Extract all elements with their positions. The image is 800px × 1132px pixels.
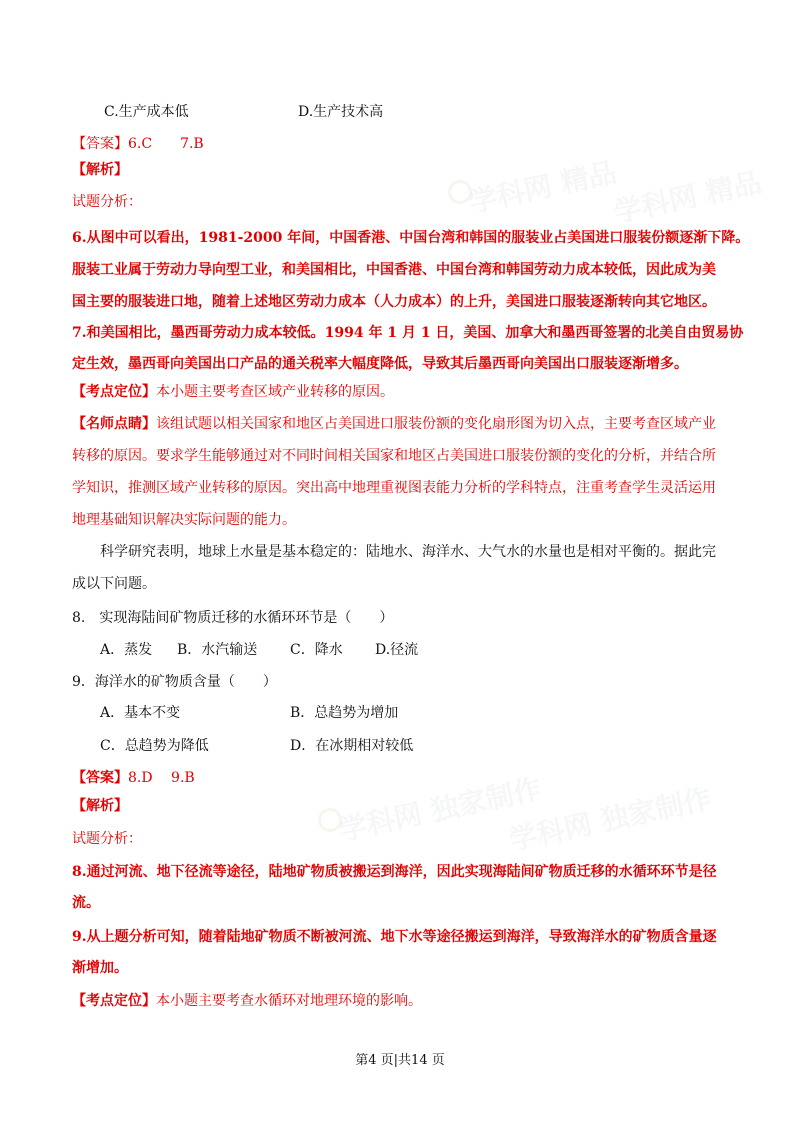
- teacher-note-line: 该组试题以相关国家和地区占美国进口服装份额的变化扇形图为切入点，主要考查区域产业: [156, 416, 716, 432]
- analysis-paragraph-line: 服装工业属于劳动力导向型工业，和美国相比，中国香港、中国台湾和韩国劳动力成本较低，因此成为美: [72, 262, 716, 278]
- analysis-paragraph-line: 8.通过河流、地下径流等途径，陆地矿物质被搬运到海洋，因此实现海陆间矿物质迁移的水循环环节是径: [72, 864, 717, 880]
- analysis-paragraph-line: 流。: [72, 895, 100, 911]
- analysis-paragraph-line: 7.和美国相比，墨西哥劳动力成本较低。1994 年 1 月 1 日，美国、加拿大和墨西哥签署的北美自由贸易协: [72, 325, 744, 341]
- analysis-label: 【解析】: [72, 162, 128, 178]
- teacher-note-block: [72, 414, 716, 434]
- analysis-paragraph-line: 定生效，墨西哥向美国出口产品的通关税率大幅度降低，导致其后墨西哥向美国出口服装逐渐增多。: [72, 356, 688, 372]
- answer-block: [72, 134, 204, 154]
- answer-value: 8.D 9.B: [128, 770, 195, 786]
- option-d: D.生产技术高: [298, 104, 384, 120]
- answer-block: [72, 768, 195, 788]
- question-9-option-b: B．总趋势为增加: [290, 705, 399, 721]
- option-c: C.生产成本低: [104, 104, 189, 120]
- focus-label: 【考点定位】: [72, 993, 156, 1009]
- analysis-paragraph-line: 渐增加。: [72, 960, 128, 976]
- analysis-subtitle: 试题分析：: [72, 831, 142, 847]
- answer-value: 6.C 7.B: [128, 136, 204, 152]
- question-8-option-a: A．蒸发: [100, 642, 153, 658]
- question-9-option-c: C．总趋势为降低: [100, 738, 209, 754]
- focus-block: [72, 382, 394, 402]
- analysis-paragraph-line: 9.从上题分析可知，随着陆地矿物质不断被河流、地下水等途径搬运到海洋，导致海洋水的矿物质含量逐: [72, 929, 717, 945]
- watermark-text: 学科网 独家制作: [336, 772, 545, 848]
- teacher-note-line: 转移的原因。要求学生能够通过对不同时间相关国家和地区占美国进口服装份额的变化的分析，并结合所: [72, 448, 716, 464]
- question-9-option-a: A．基本不变: [100, 705, 181, 721]
- teacher-note-line: 学知识，推测区域产业转移的原因。突出高中地理重视图表能力分析的学科特点，注重考查学生灵活运用: [72, 480, 716, 496]
- teacher-note-line: 地理基础知识解决实际问题的能力。: [72, 512, 296, 528]
- intro-line: 成以下问题。: [72, 576, 156, 592]
- watermark-text: 学科网 精品: [611, 165, 765, 230]
- intro-line: 科学研究表明，地球上水量是基本稳定的：陆地水、海洋水、大气水的水量也是相对平衡的。据此完: [100, 544, 716, 560]
- question-8-stem: 8. 实现海陆间矿物质迁移的水循环环节是（ ）: [72, 610, 394, 626]
- focus-text: 本小题主要考查区域产业转移的原因。: [156, 384, 394, 400]
- question-8-option-d: D.径流: [375, 642, 419, 658]
- question-8-option-c: C．降水: [290, 642, 343, 658]
- analysis-paragraph-line: 6.从图中可以看出，1981-2000 年间，中国香港、中国台湾和韩国的服装业占美国进口服装份额逐渐下降。: [72, 230, 750, 246]
- analysis-subtitle: 试题分析：: [72, 194, 142, 210]
- question-9-option-d: D．在冰期相对较低: [290, 738, 414, 754]
- page-footer: 第4 页|共14 页: [355, 1053, 445, 1068]
- analysis-paragraph-line: 国主要的服装进口地，随着上述地区劳动力成本（人力成本）的上升，美国进口服装逐渐转向其它地区。: [72, 294, 716, 310]
- watermark-text: 学科网 独家制作: [506, 782, 715, 858]
- watermark-logo: [448, 180, 472, 204]
- focus-text: 本小题主要考查水循环对地理环境的影响。: [156, 993, 422, 1009]
- focus-label: 【考点定位】: [72, 384, 156, 400]
- watermark-text: 学科网 精品: [466, 155, 620, 220]
- watermark-logo: [318, 808, 342, 832]
- answer-label: 【答案】: [72, 770, 128, 786]
- question-8-option-b: B．水汽输送: [177, 642, 258, 658]
- analysis-label: 【解析】: [72, 798, 128, 814]
- answer-label: 【答案】: [72, 136, 128, 152]
- question-9-stem: 9．海洋水的矿物质含量（ ）: [72, 674, 277, 690]
- focus-block: [72, 991, 422, 1011]
- teacher-note-label: 【名师点睛】: [72, 416, 156, 432]
